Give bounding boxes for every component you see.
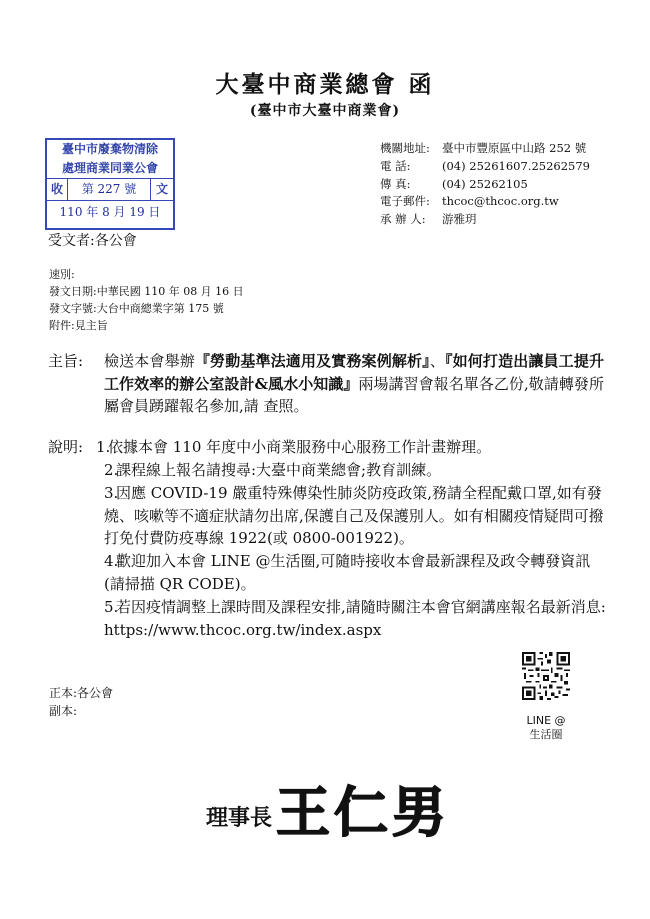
fax-value: (04) 25262105 xyxy=(442,176,528,191)
description-item-number: 1. xyxy=(96,438,111,456)
document-subtitle: (臺中市大臺中商業會) xyxy=(249,103,401,119)
description-item-text: 依據本會 110 年度中小商業服務中心服務工作計畫辦理。 xyxy=(108,438,492,456)
contact-fax-row xyxy=(380,176,590,194)
description-item-number: 4. xyxy=(104,552,119,570)
qr-code-icon[interactable] xyxy=(522,652,570,700)
address-label: 機關地址: xyxy=(380,141,430,155)
urgency: 速別: xyxy=(49,268,75,281)
stamp-receipt-row xyxy=(47,178,173,201)
description-item xyxy=(104,482,606,550)
subject-suffix: 兩場講習會報名單各乙份,敬請轉發所屬會員踴躍報名參加,請 查照。 xyxy=(104,374,604,415)
handler-label: 承 辦 人: xyxy=(380,212,426,227)
chairman-signature xyxy=(200,775,460,845)
document-title: 大臺中商業總會 函 xyxy=(215,71,435,98)
email-label: 電子郵件: xyxy=(380,194,430,209)
document-meta xyxy=(49,266,244,334)
subject-prefix: 檢送本會舉辦 xyxy=(104,352,195,370)
description-item xyxy=(104,550,606,595)
subject-label: 主旨: xyxy=(48,352,84,370)
contact-address-row xyxy=(380,140,590,158)
stamp-line-2: 處理商業同業公會 xyxy=(61,161,158,175)
qr-caption-line-2: 生活圈 xyxy=(529,728,563,741)
subject-course-1: 『勞動基準法適用及實務案例解析』 xyxy=(194,352,430,370)
stamp-receipt-date: 110 年 8 月 19 日 xyxy=(59,205,161,219)
contact-handler-row xyxy=(380,211,590,229)
receipt-stamp xyxy=(45,138,175,230)
contact-phone-row xyxy=(380,158,590,176)
qr-caption xyxy=(506,714,586,742)
document-number: 發文字號:大台中商總業字第 175 號 xyxy=(49,302,224,315)
handler-value: 游雅玥 xyxy=(442,212,477,227)
phone-value: (04) 25261607.25262579 xyxy=(442,158,590,173)
signature-name: 王仁男 xyxy=(276,780,450,844)
description-item xyxy=(104,596,606,641)
signature-title: 理事長 xyxy=(206,805,273,831)
issue-date: 發文日期:中華民國 110 年 08 月 16 日 xyxy=(49,285,244,298)
description-item-text: 課程線上報名請搜尋:大臺中商業總會;教育訓練。 xyxy=(116,461,442,479)
description-item-number: 3. xyxy=(104,484,119,502)
description-item-number: 5. xyxy=(104,598,119,616)
qr-caption-line-1: LINE @ xyxy=(526,714,566,727)
description-item xyxy=(96,436,606,459)
original-copy: 正本:各公會 xyxy=(49,686,114,700)
description-label: 說明: xyxy=(48,438,84,456)
contact-block xyxy=(380,140,590,229)
address-value: 臺中市豐原區中山路 252 號 xyxy=(442,141,587,155)
subject-course-2: 『如何打造出讓員工提升工作效率的辦公室設計&風水小知識』 xyxy=(104,352,604,393)
duplicate-copy: 副本: xyxy=(49,704,78,718)
attachment: 附件:見主旨 xyxy=(49,319,108,332)
description-item-text: 若因疫情調整上課時間及課程安排,請隨時關注本會官網講座報名最新消息: https://www.thcoc.org.tw/index.aspx xyxy=(104,598,606,639)
phone-label: 電 話: xyxy=(380,158,411,173)
stamp-line-1: 臺中市廢棄物清除 xyxy=(61,142,158,156)
subject-content xyxy=(104,350,604,418)
copies-block xyxy=(49,684,113,720)
description-item-text: 歡迎加入本會 LINE @生活圈,可隨時接收本會最新課程及政令轉發資訊(請掃描 QR CODE)。 xyxy=(104,552,591,593)
subject-separator: 、 xyxy=(429,352,445,370)
description-item xyxy=(104,459,614,482)
stamp-receipt-suffix: 文 xyxy=(155,182,168,196)
stamp-receipt-prefix: 收 xyxy=(47,179,68,200)
recipient: 受文者:各公會 xyxy=(48,233,137,249)
contact-email-row xyxy=(380,193,590,211)
description-item-number: 2. xyxy=(104,461,119,479)
description-item-text: 因應 COVID-19 嚴重特殊傳染性肺炎防疫政策,務請全程配戴口罩,如有發燒、咳嗽等不適症狀請勿出席,保護自己及保護別人。如有相關疫情疑問可撥打免付費防疫專線 1922(或 0800-001922)。 xyxy=(104,484,604,547)
email-value: thcoc@thcoc.org.tw xyxy=(442,194,559,209)
stamp-receipt-number: 第 227 號 xyxy=(68,179,151,200)
fax-label: 傳 真: xyxy=(380,176,411,191)
